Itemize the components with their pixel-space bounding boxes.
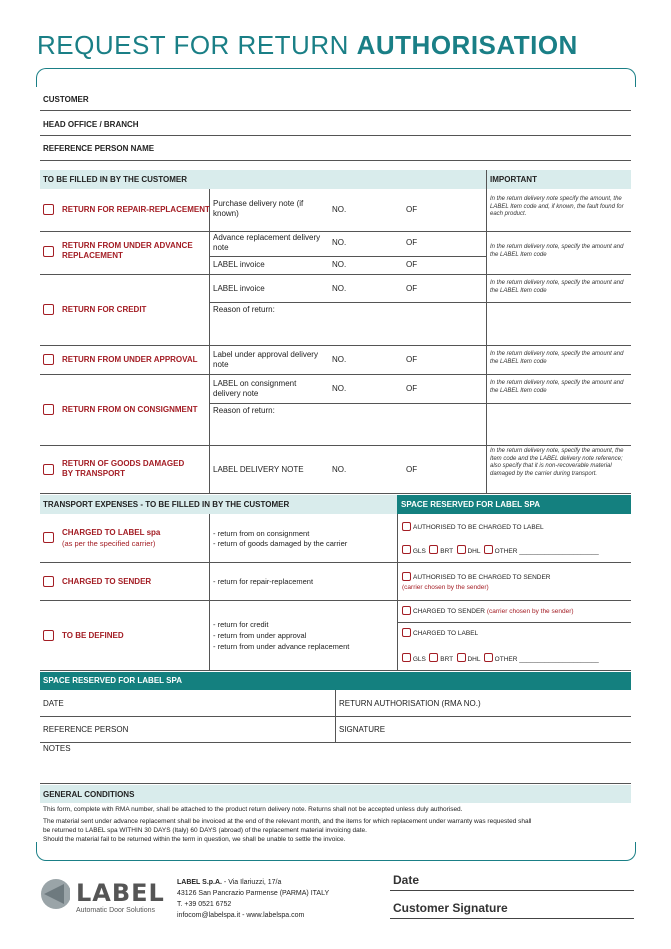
s2-row-divider — [40, 600, 631, 601]
credit-note: In the return delivery note, specify the amount and the LABEL Item code — [490, 280, 624, 294]
s2-vline — [397, 514, 398, 670]
s1-row-divider — [209, 302, 631, 303]
conditions-line4: Should the material fail to be returned within the term in question, we shall be unable to settle the invoice. — [43, 836, 346, 843]
of-label: OF — [406, 260, 418, 269]
section1-left-header: TO BE FILLED IN BY THE CUSTOMER — [43, 175, 188, 184]
charged-to-label-sub: (as per the specified carrier) — [62, 539, 156, 548]
s1-row-divider — [40, 374, 631, 375]
of-label: OF — [406, 238, 418, 247]
section2-left-header: TRANSPORT EXPENSES - TO BE FILLED IN BY THE CUSTOMER — [43, 500, 290, 509]
address-line1: - Via Ilariuzzi, 17/a — [221, 879, 282, 886]
no-label: NO. — [332, 260, 347, 269]
charged-sender-reserved-sub: (carrier chosen by the sender) — [486, 608, 574, 615]
repair-replacement-checkbox[interactable] — [43, 204, 54, 215]
brt-label: BRT — [440, 656, 454, 663]
no-label: NO. — [332, 205, 347, 214]
damaged-transport-checkbox[interactable] — [43, 464, 54, 475]
approval-checkbox[interactable] — [43, 354, 54, 365]
customer-field[interactable] — [40, 110, 631, 111]
brt-label: BRT — [440, 548, 454, 555]
footer-date-label: Date — [393, 873, 420, 887]
reference-person-label: REFERENCE PERSON — [43, 725, 129, 734]
s2-row-divider — [40, 562, 631, 563]
advance-replacement-delivery-note-label: Advance replacement delivery note — [213, 233, 321, 252]
repair-replacement-label: RETURN FOR REPAIR-REPLACEMENT — [62, 205, 210, 214]
no-label: NO. — [332, 384, 347, 393]
email-web: infocom@labelspa.it - www.labelspa.com — [177, 912, 305, 919]
section1-header-divider — [486, 170, 487, 189]
conditions-line1: This form, complete with RMA number, shall be attached to the product return delivery note. Returns shall not be accepted unless duly authorised. — [43, 806, 463, 813]
to-be-defined-label: TO BE DEFINED — [62, 631, 124, 640]
consignment-label: RETURN FROM ON CONSIGNMENT — [62, 405, 198, 414]
title-part2: AUTHORISATION — [356, 30, 578, 60]
no-label: NO. — [332, 465, 347, 474]
s1-vline-note — [486, 189, 487, 493]
s1-row-divider — [209, 403, 631, 404]
title-part1: REQUEST FOR RETURN — [37, 30, 357, 60]
authorised-sender-checkbox[interactable] — [402, 572, 411, 581]
desc-credit: - return for credit — [213, 620, 269, 629]
logo-tagline: Automatic Door Solutions — [76, 907, 155, 914]
dhl-checkbox[interactable] — [457, 653, 466, 662]
no-label: NO. — [332, 284, 347, 293]
authorised-sender-label: AUTHORISED TO BE CHARGED TO SENDER — [413, 574, 551, 581]
of-label: OF — [406, 284, 418, 293]
charged-to-label-label: CHARGED TO LABEL spa — [62, 528, 161, 537]
label-invoice-label: LABEL invoice — [213, 260, 265, 269]
frame-bottom — [36, 842, 636, 861]
advance-replacement-checkbox[interactable] — [43, 246, 54, 257]
reference-name-field[interactable] — [40, 160, 631, 161]
charged-label-reserved-label: CHARGED TO LABEL — [413, 630, 479, 637]
on-consignment-delivery-note-label: LABEL on consignment delivery note — [213, 379, 297, 398]
gls-label: GLS — [412, 548, 426, 555]
s1-row-divider — [40, 231, 631, 232]
footer-signature-label: Customer Signature — [393, 901, 508, 915]
charged-sender-reserved-checkbox[interactable] — [402, 606, 411, 615]
charged-to-label-checkbox[interactable] — [43, 532, 54, 543]
s2-row-divider — [397, 622, 631, 623]
gls-checkbox[interactable] — [402, 653, 411, 662]
other-label: OTHER ______________________ — [494, 656, 599, 663]
authorised-sender-sub: (carrier chosen by the sender) — [402, 584, 489, 591]
desc-damaged-carrier: - return of goods damaged by the carrier — [213, 539, 348, 548]
section2-right-header: SPACE RESERVED FOR LABEL SPA — [401, 500, 540, 509]
page-title — [37, 30, 578, 61]
of-label: OF — [406, 205, 418, 214]
other-label: OTHER ______________________ — [494, 548, 599, 555]
conditions-header: GENERAL CONDITIONS — [43, 790, 135, 799]
dhl-checkbox[interactable] — [457, 545, 466, 554]
desc-under-approval: - return from under approval — [213, 631, 307, 640]
s2-vline — [209, 514, 210, 670]
reason-of-return-label: Reason of return: — [213, 305, 275, 314]
charged-sender-reserved-label: CHARGED TO SENDER — [413, 608, 485, 615]
conditions-line2: The material sent under advance replacement shall be invoiced at the end of the relevant month, and the items for which replacement under warranty was requested shall — [43, 818, 532, 825]
repair-note: In the return delivery note specify the amount, the LABEL Item code and, if known, the fault found for each product. — [490, 196, 624, 217]
of-label: OF — [406, 384, 418, 393]
section3-header: SPACE RESERVED FOR LABEL SPA — [43, 676, 182, 685]
approval-note: In the return delivery note, specify the amount and the LABEL Item code — [490, 351, 624, 365]
carrier-options-row1 — [402, 545, 599, 556]
gls-checkbox[interactable] — [402, 545, 411, 554]
carrier-options-row3 — [402, 653, 599, 664]
reference-name-label: REFERENCE PERSON NAME — [43, 144, 155, 153]
logo-text: LABEL — [76, 879, 165, 907]
to-be-defined-checkbox[interactable] — [43, 630, 54, 641]
consignment-note: In the return delivery note, specify the amount and the LABEL Item code — [490, 380, 624, 394]
of-label: OF — [406, 355, 418, 364]
phone: T. +39 0521 6752 — [177, 901, 232, 908]
signature-label: SIGNATURE — [339, 725, 386, 734]
damaged-transport-label: RETURN OF GOODS DAMAGED BY TRANSPORT — [62, 459, 185, 478]
purchase-delivery-note-label: Purchase delivery note (if known) — [213, 199, 304, 218]
date-field[interactable] — [40, 716, 631, 717]
reason-of-return-label: Reason of return: — [213, 406, 275, 415]
s1-row-divider — [209, 256, 487, 257]
dhl-label: DHL — [467, 656, 481, 663]
consignment-checkbox[interactable] — [43, 404, 54, 415]
approval-label: RETURN FROM UNDER APPROVAL — [62, 355, 198, 364]
no-label: NO. — [332, 355, 347, 364]
no-label: NO. — [332, 238, 347, 247]
credit-label: RETURN FOR CREDIT — [62, 305, 147, 314]
dhl-label: DHL — [467, 548, 481, 555]
footer-signature-field[interactable] — [390, 918, 634, 919]
company-logo — [36, 876, 166, 916]
company-address — [177, 878, 281, 887]
damaged-note: In the return delivery note, specify the amount, the Item code and the LABEL delivery note reference; also specify that it is non-recoverable material damaged by the carrier during transport. — [490, 448, 624, 477]
desc-repair-replacement: - return for repair-replacement — [213, 577, 314, 586]
date-label: DATE — [43, 699, 64, 708]
conditions-line3: be returned to LABEL spa WITHIN 30 DAYS (Italy) 60 DAYS (abroad) of the replacement material invoicing date. — [43, 827, 367, 834]
frame-top — [36, 68, 636, 87]
desc-under-advance: - return from under advance replacement — [213, 642, 350, 651]
charged-to-sender-label: CHARGED TO SENDER — [62, 577, 152, 586]
charged-label-reserved-checkbox[interactable] — [402, 628, 411, 637]
brt-checkbox[interactable] — [429, 545, 438, 554]
charged-sender-reserved — [413, 608, 574, 616]
other-checkbox[interactable] — [484, 545, 493, 554]
section1-right-header: IMPORTANT — [490, 175, 537, 184]
under-approval-delivery-note-label: Label under approval delivery note — [213, 350, 318, 369]
rma-label: RETURN AUTHORISATION (RMA NO.) — [339, 699, 481, 708]
other-checkbox[interactable] — [484, 653, 493, 662]
authorised-label-checkbox[interactable] — [402, 522, 411, 531]
label-delivery-note-label: LABEL DELIVERY NOTE — [213, 465, 304, 474]
head-office-label: HEAD OFFICE / BRANCH — [43, 120, 139, 129]
footer-date-field[interactable] — [390, 890, 634, 891]
s1-row-divider — [40, 445, 631, 446]
advance-note: In the return delivery note, specify the amount and the LABEL Item code — [490, 244, 624, 258]
desc-on-consignment: - return from on consignment — [213, 529, 310, 538]
s2-row-divider — [40, 670, 631, 671]
charged-to-sender-checkbox[interactable] — [43, 576, 54, 587]
s1-row-divider — [40, 493, 631, 494]
authorised-label-label: AUTHORISED TO BE CHARGED TO LABEL — [413, 524, 544, 531]
s1-row-divider — [40, 274, 631, 275]
customer-label: CUSTOMER — [43, 95, 89, 104]
of-label: OF — [406, 465, 418, 474]
s1-row-divider — [40, 345, 631, 346]
address-line2: 43126 San Pancrazio Parmense (PARMA) ITALY — [177, 890, 330, 897]
s1-vline-option — [209, 189, 210, 493]
reference-field[interactable] — [40, 742, 631, 743]
company-name: LABEL S.p.A. — [177, 879, 222, 886]
notes-label: NOTES — [43, 744, 71, 753]
notes-field[interactable] — [40, 783, 631, 784]
label-invoice-label: LABEL invoice — [213, 284, 265, 293]
head-office-field[interactable] — [40, 135, 631, 136]
gls-label: GLS — [412, 656, 426, 663]
advance-replacement-label: RETURN FROM UNDER ADVANCE REPLACEMENT — [62, 241, 193, 260]
brt-checkbox[interactable] — [429, 653, 438, 662]
credit-checkbox[interactable] — [43, 304, 54, 315]
